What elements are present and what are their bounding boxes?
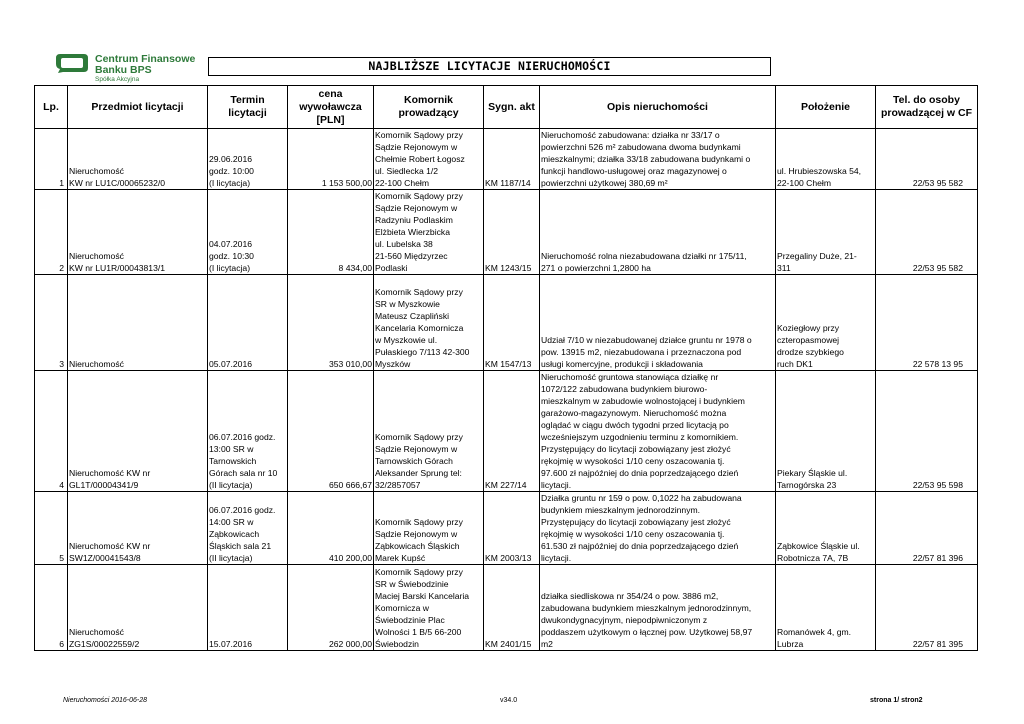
table-row (35, 275, 978, 371)
header-termin: Termin licytacji (208, 86, 288, 129)
cell-polozenie: Piekary Śląskie ul. Tarnogórska 23 (776, 371, 876, 492)
cell-sygn: KM 1243/15 (484, 190, 540, 275)
cell-lp: 3 (35, 275, 68, 371)
cell-polozenie: Ząbkowice Śląskie ul. Robotnicza 7A, 7B (776, 492, 876, 565)
cell-komornik: Komornik Sądowy przy Sądzie Rejonowym w Chełmie Robert Łogosz ul. Siedlecka 1/2 22-100 Chełm (374, 129, 484, 190)
cell-cena: 650 666,67 (288, 371, 374, 492)
cell-przedmiot: Nieruchomość KW nr GL1T/00004341/9 (68, 371, 208, 492)
cell-termin: 05.07.2016 (208, 275, 288, 371)
cell-lp: 6 (35, 565, 68, 651)
cell-polozenie: ul. Hrubieszowska 54, 22-100 Chełm (776, 129, 876, 190)
cell-lp: 4 (35, 371, 68, 492)
footer-version: v34.0 (500, 697, 518, 704)
cell-termin: 06.07.2016 godz. 13:00 SR w Tarnowskich Górach sala nr 10 (II licytacja) (208, 371, 288, 492)
cell-sygn: KM 227/14 (484, 371, 540, 492)
cell-cena: 410 200,00 (288, 492, 374, 565)
cell-opis: Nieruchomość gruntowa stanowiąca działkę nr 1072/122 zabudowana budynkiem biurowo- mieszkalnym w zabudowie wolnostojącej i budynkiem garażowo-magazynowym. Nieruchomość można oglądać w ciągu dwóch tygodni przed licytacją po wcześniejszym uzgodnieniu terminu z komornikiem. Przystępujący do licytacji zobowiązany jest złożyć rękojmię w wysokości 1/10 ceny oszacowania tj. 97.600 zł najpóźniej do dnia poprzedzającego dzień licytacji. (540, 371, 776, 492)
cell-tel: 22/57 81 396 (876, 492, 978, 565)
cell-cena: 353 010,00 (288, 275, 374, 371)
cell-opis: Nieruchomość rolna niezabudowana działki nr 175/11, 271 o powierzchni 1,2800 ha (540, 190, 776, 275)
table-row (35, 492, 978, 565)
cell-tel: 22/53 95 598 (876, 371, 978, 492)
header-sygn: Sygn. akt (484, 86, 540, 129)
cell-tel: 22 578 13 95 (876, 275, 978, 371)
cell-tel: 22/57 81 395 (876, 565, 978, 651)
header-polozenie: Położenie (776, 86, 876, 129)
header-lp: Lp. (35, 86, 68, 129)
logo-text-line1: Centrum Finansowe (95, 53, 196, 65)
page-title: NAJBLIŻSZE LICYTACJE NIERUCHOMOŚCI (208, 57, 771, 76)
cell-termin: 29.06.2016 godz. 10:00 (I licytacja) (208, 129, 288, 190)
cell-przedmiot: Nieruchomość KW nr SW1Z/00041543/8 (68, 492, 208, 565)
cell-cena: 262 000,00 (288, 565, 374, 651)
table-row (35, 190, 978, 275)
cell-termin: 04.07.2016 godz. 10:30 (I licytacja) (208, 190, 288, 275)
bps-logo-icon (54, 52, 90, 74)
footer-document-name: Nieruchomości 2016-06-28 (63, 697, 148, 704)
cell-tel: 22/53 95 582 (876, 129, 978, 190)
cell-sygn: KM 1547/13 (484, 275, 540, 371)
cell-komornik: Komornik Sądowy przy Sądzie Rejonowym w Ząbkowicach Śląskich Marek Kupść (374, 492, 484, 565)
cell-opis: Działka gruntu nr 159 o pow. 0,1022 ha zabudowana budynkiem mieszkalnym jednorodzinnym. Przystępujący do licytacji zobowiązany jest złożyć rękojmię w wysokości 1/10 ceny oszacowania tj. 61.530 zł najpóźniej do dnia poprzedzającego dzień licytacji. (540, 492, 776, 565)
table-header-row (35, 86, 978, 129)
auctions-table (34, 85, 978, 651)
header-tel: Tel. do osoby prowadzącej w CF (876, 86, 978, 129)
header-komornik: Komornik prowadzący (374, 86, 484, 129)
cell-lp: 1 (35, 129, 68, 190)
cell-opis: Nieruchomość zabudowana: działka nr 33/17 o powierzchni 526 m² zabudowana dwoma budynkami mieszkalnymi; działka 33/18 zabudowana budynkami o funkcji handlowo-usługowej oraz magazynowej o powierzchni użytkowej 380,69 m² (540, 129, 776, 190)
cell-przedmiot: Nieruchomość ZG1S/00022559/2 (68, 565, 208, 651)
cell-komornik: Komornik Sądowy przy Sądzie Rejonowym w Radzyniu Podlaskim Elżbieta Wierzbicka ul. Lubelska 38 21-560 Międzyrzec Podlaski (374, 190, 484, 275)
header-przedmiot: Przedmiot licytacji (68, 86, 208, 129)
cell-sygn: KM 2401/15 (484, 565, 540, 651)
cell-opis: działka siedliskowa nr 354/24 o pow. 3886 m2, zabudowana budynkiem mieszkalnym jednorodzinnym, dwukondygnacyjnym, niepodpiwniczonym z poddaszem użytkowym o łącznej pow. Użytkowej 58,97 m2 (540, 565, 776, 651)
cell-komornik: Komornik Sądowy przy SR w Myszkowie Mateusz Czapliński Kancelaria Komornicza w Myszkowie ul. Pułaskiego 7/113 42-300 Myszków (374, 275, 484, 371)
cell-sygn: KM 1187/14 (484, 129, 540, 190)
logo-text-line2: Banku BPS (95, 64, 152, 76)
cell-cena: 8 434,00 (288, 190, 374, 275)
cell-lp: 2 (35, 190, 68, 275)
cell-polozenie: Romanówek 4, gm. Lubrza (776, 565, 876, 651)
cell-komornik: Komornik Sądowy przy SR w Świebodzinie Maciej Barski Kancelaria Komornicza w Świebodzinie Plac Wolności 1 B/5 66-200 Świebodzin (374, 565, 484, 651)
cell-cena: 1 153 500,00 (288, 129, 374, 190)
header-cena: cena wywoławcza [PLN] (288, 86, 374, 129)
header-opis: Opis nieruchomości (540, 86, 776, 129)
cell-polozenie: Koziegłowy przy czteropasmowej drodze szybkiego ruch DK1 (776, 275, 876, 371)
footer-page-number: strona 1/ stron2 (870, 697, 923, 704)
cell-lp: 5 (35, 492, 68, 565)
cell-przedmiot: Nieruchomość KW nr LU1C/00065232/0 (68, 129, 208, 190)
cell-polozenie: Przegaliny Duże, 21- 311 (776, 190, 876, 275)
cell-przedmiot: Nieruchomość KW nr LU1R/00043813/1 (68, 190, 208, 275)
cell-komornik: Komornik Sądowy przy Sądzie Rejonowym w Tarnowskich Górach Aleksander Sprung tel: 32/2857057 (374, 371, 484, 492)
cell-opis: Udział 7/10 w niezabudowanej działce gruntu nr 1978 o pow. 13915 m2, niezabudowana i przeznaczona pod usługi komercyjne, produkcji i składowania (540, 275, 776, 371)
cell-przedmiot: Nieruchomość (68, 275, 208, 371)
company-logo (54, 52, 204, 84)
table-row (35, 129, 978, 190)
cell-sygn: KM 2003/13 (484, 492, 540, 565)
logo-text-line3: Spółka Akcyjna (95, 76, 140, 83)
cell-termin: 15.07.2016 (208, 565, 288, 651)
cell-tel: 22/53 95 582 (876, 190, 978, 275)
table-row (35, 371, 978, 492)
cell-termin: 06.07.2016 godz. 14:00 SR w Ząbkowicach Śląskich sala 21 (II licytacja) (208, 492, 288, 565)
table-row (35, 565, 978, 651)
